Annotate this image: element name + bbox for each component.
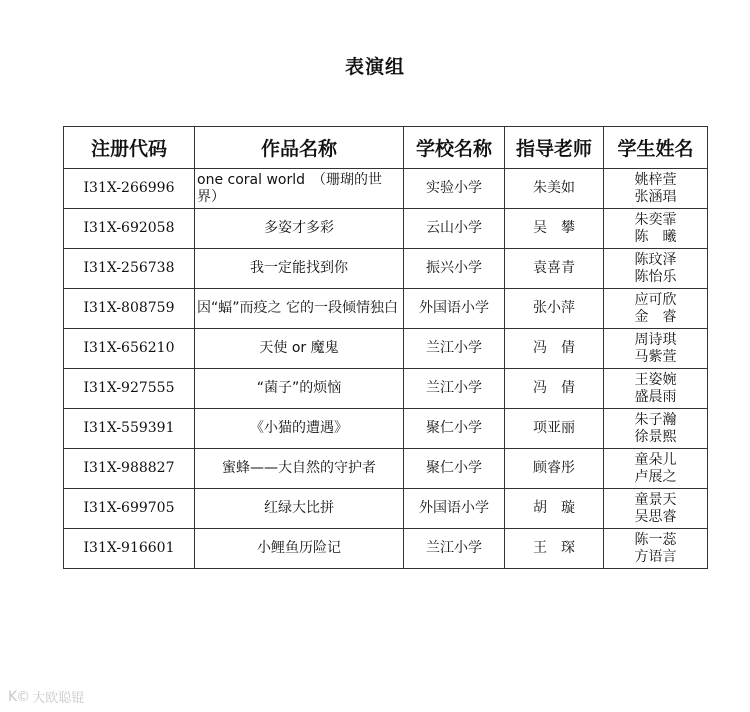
student-name: 应可欣 [634,291,677,308]
watermark-logo: K© [8,688,30,705]
work-title-cell: 我一定能找到你 [195,249,404,289]
teacher-cell: 袁喜青 [505,249,604,289]
registration-code-cell: I31X-656210 [64,329,195,369]
school-name-cell: 外国语小学 [404,489,505,529]
table-row [64,369,708,409]
registration-code-cell: I31X-256738 [64,249,195,289]
work-title-cell: “菌子”的烦恼 [195,369,404,409]
student-name: 王姿婉 [634,371,677,388]
student-name: 陈 曦 [634,228,677,245]
work-title-cell: 天使 or 魔鬼 [195,329,404,369]
teacher-cell: 胡 璇 [505,489,604,529]
table-row [64,209,708,249]
student-name: 张涵琩 [634,188,677,205]
student-name: 金 睿 [634,308,677,325]
students-cell [604,209,708,249]
student-name: 徐景熙 [634,428,677,445]
students-cell [604,489,708,529]
school-name-cell: 实验小学 [404,169,505,209]
student-name: 卢展之 [634,468,677,485]
table-row [64,409,708,449]
work-title-cell: 多姿才多彩 [195,209,404,249]
student-name: 陈一蕊 [634,531,677,548]
school-name-cell: 聚仁小学 [404,449,505,489]
teacher-cell: 项亚丽 [505,409,604,449]
teacher-cell: 吴 攀 [505,209,604,249]
school-name-cell: 外国语小学 [404,289,505,329]
student-name: 方语言 [634,548,677,565]
student-name: 马紫萱 [634,348,677,365]
student-name: 周诗琪 [634,331,677,348]
table-row [64,249,708,289]
students-cell [604,449,708,489]
registration-code-cell: I31X-266996 [64,169,195,209]
registration-code-cell: I31X-692058 [64,209,195,249]
page-title: 表演组 [344,56,405,78]
table-header-row [64,127,708,169]
watermark [8,687,84,706]
school-name-cell: 兰江小学 [404,369,505,409]
teacher-cell: 朱美如 [505,169,604,209]
table-row [64,529,708,569]
students-cell [604,249,708,289]
students-cell [604,289,708,329]
school-name-cell: 云山小学 [404,209,505,249]
work-title-cell: 小鲤鱼历险记 [195,529,404,569]
student-name: 陈怡乐 [634,268,677,285]
registration-code-cell: I31X-559391 [64,409,195,449]
registration-code-cell: I31X-927555 [64,369,195,409]
work-title-cell: one coral world （珊瑚的世界） [195,169,404,209]
students-cell [604,409,708,449]
table-row [64,289,708,329]
student-name: 吴思睿 [634,508,677,525]
student-name: 陈玟泽 [634,251,677,268]
registration-code-cell: I31X-699705 [64,489,195,529]
school-name-cell: 振兴小学 [404,249,505,289]
student-name: 童景天 [634,491,677,508]
teacher-cell: 冯 倩 [505,369,604,409]
school-name-cell: 兰江小学 [404,529,505,569]
entries-table [63,126,708,569]
header-registration-code: 注册代码 [64,127,195,169]
work-title-cell: 蜜蜂——大自然的守护者 [195,449,404,489]
student-name: 朱奕霏 [634,211,677,228]
table-row [64,489,708,529]
registration-code-cell: I31X-808759 [64,289,195,329]
teacher-cell: 冯 倩 [505,329,604,369]
header-students: 学生姓名 [604,127,708,169]
watermark-text: 大欧聪锟 [32,691,85,706]
teacher-cell: 张小萍 [505,289,604,329]
work-title-cell: 《小猫的遭遇》 [195,409,404,449]
header-school-name: 学校名称 [404,127,505,169]
student-name: 盛晨雨 [634,388,677,405]
registration-code-cell: I31X-916601 [64,529,195,569]
students-cell [604,369,708,409]
registration-code-cell: I31X-988827 [64,449,195,489]
school-name-cell: 聚仁小学 [404,409,505,449]
school-name-cell: 兰江小学 [404,329,505,369]
header-work-title: 作品名称 [195,127,404,169]
work-title-cell: 因“蝠”而疫之 它的一段倾情独白 [195,289,404,329]
table-row [64,329,708,369]
table-row [64,169,708,209]
student-name: 童朵儿 [634,451,677,468]
header-teacher: 指导老师 [505,127,604,169]
student-name: 姚梓萱 [634,171,677,188]
teacher-cell: 顾睿彤 [505,449,604,489]
teacher-cell: 王 琛 [505,529,604,569]
student-name: 朱子瀚 [634,411,677,428]
students-cell [604,169,708,209]
students-cell [604,329,708,369]
work-title-cell: 红绿大比拼 [195,489,404,529]
students-cell [604,529,708,569]
table-row [64,449,708,489]
